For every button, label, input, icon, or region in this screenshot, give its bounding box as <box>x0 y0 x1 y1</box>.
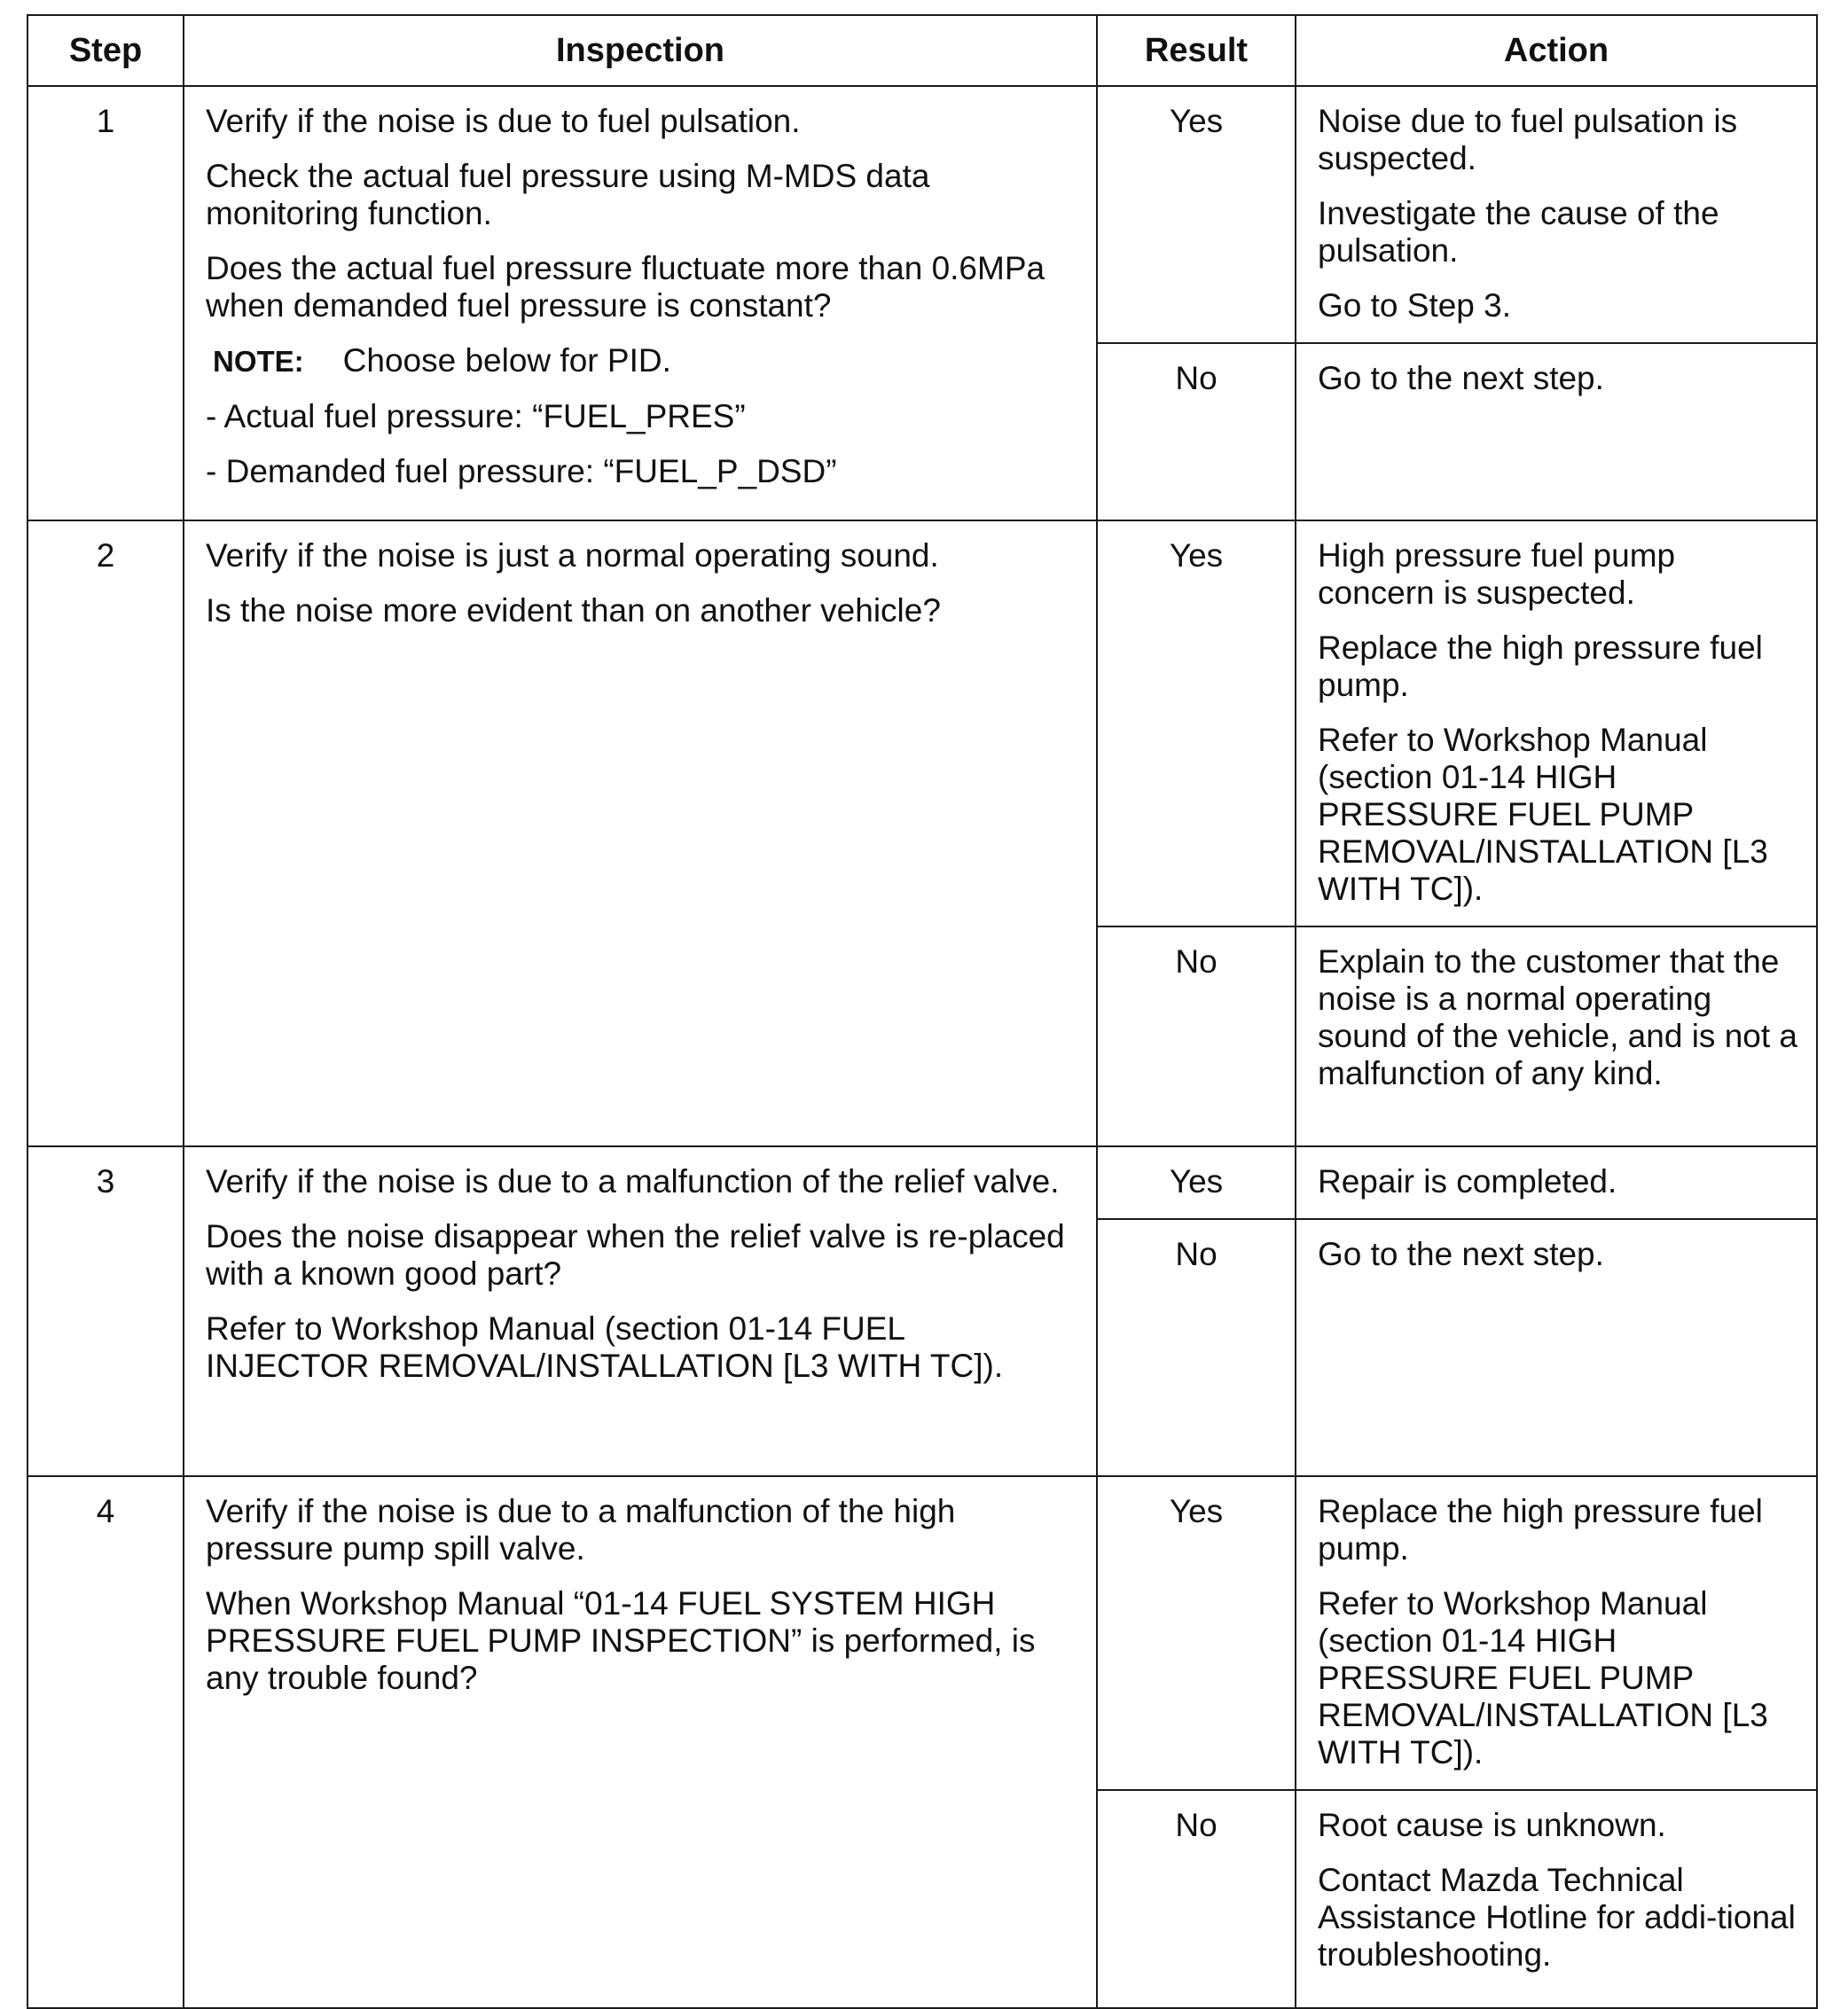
step-number: 3 <box>27 1146 184 1476</box>
inspection-text: When Workshop Manual “01-14 FUEL SYSTEM HIGH PRESSURE FUEL PUMP INSPECTION” is performed, is any trouble found? <box>206 1585 1036 1696</box>
action-cell <box>1296 86 1817 343</box>
result-no: No <box>1097 1790 1296 2008</box>
diagnostic-table <box>27 14 1818 2009</box>
note <box>206 342 1077 380</box>
action-text: Repair is completed. <box>1318 1163 1617 1200</box>
step-number: 1 <box>27 86 184 520</box>
note-item: - Demanded fuel pressure: “FUEL_P_DSD” <box>206 453 837 489</box>
header-inspection: Inspection <box>184 15 1097 86</box>
inspection-text: Verify if the noise is due to a malfunction of the high pressure pump spill valve. <box>206 1493 956 1567</box>
action-text: Contact Mazda Technical Assistance Hotline for addi-tional troubleshooting. <box>1318 1862 1796 1973</box>
note-label: NOTE: <box>213 345 304 378</box>
action-text: Investigate the cause of the pulsation. <box>1318 195 1719 269</box>
inspection-cell <box>184 520 1097 1146</box>
table-row <box>27 86 1817 343</box>
inspection-text: Verify if the noise is due to a malfunction of the relief valve. <box>206 1163 1060 1200</box>
inspection-cell <box>184 1476 1097 2008</box>
inspection-text: Is the noise more evident than on another vehicle? <box>206 592 941 629</box>
header-result: Result <box>1097 15 1296 86</box>
inspection-cell <box>184 86 1097 520</box>
action-text: Refer to Workshop Manual (section 01-14 HIGH PRESSURE FUEL PUMP REMOVAL/INSTALLATION [L3 WITH TC]). <box>1318 722 1768 907</box>
note-text: Choose below for PID. <box>342 342 671 379</box>
table-row <box>27 520 1817 926</box>
action-text: Go to the next step. <box>1318 360 1604 396</box>
result-yes: Yes <box>1097 1476 1296 1790</box>
step-number: 2 <box>27 520 184 1146</box>
inspection-text: Check the actual fuel pressure using M-MDS data monitoring function. <box>206 158 930 231</box>
result-yes: Yes <box>1097 1146 1296 1219</box>
note-item: - Actual fuel pressure: “FUEL_PRES” <box>206 398 746 434</box>
action-text: Go to Step 3. <box>1318 287 1512 324</box>
result-no: No <box>1097 926 1296 1146</box>
action-text: Explain to the customer that the noise is a normal operating sound of the vehicle, and is not a malfunction of any kind. <box>1318 943 1797 1091</box>
action-text: High pressure fuel pump concern is suspected. <box>1318 537 1676 611</box>
action-text: Noise due to fuel pulsation is suspected. <box>1318 103 1738 176</box>
result-yes: Yes <box>1097 86 1296 343</box>
table-row <box>27 1146 1817 1219</box>
table-row <box>27 1476 1817 1790</box>
action-cell <box>1296 1790 1817 2008</box>
action-cell <box>1296 926 1817 1146</box>
header-action: Action <box>1296 15 1817 86</box>
inspection-text: Does the actual fuel pressure fluctuate more than 0.6MPa when demanded fuel pressure is constant? <box>206 250 1045 324</box>
action-cell <box>1296 1146 1817 1219</box>
action-text: Replace the high pressure fuel pump. <box>1318 629 1763 703</box>
action-text: Go to the next step. <box>1318 1236 1604 1272</box>
header-row <box>27 15 1817 86</box>
result-yes: Yes <box>1097 520 1296 926</box>
action-text: Root cause is unknown. <box>1318 1807 1666 1843</box>
result-no: No <box>1097 1219 1296 1476</box>
step-number: 4 <box>27 1476 184 2008</box>
inspection-text: Does the noise disappear when the relief valve is re-placed with a known good part? <box>206 1218 1065 1292</box>
action-text: Replace the high pressure fuel pump. <box>1318 1493 1763 1567</box>
inspection-text: Verify if the noise is due to fuel pulsation. <box>206 103 801 139</box>
action-cell <box>1296 343 1817 520</box>
inspection-text: Verify if the noise is just a normal operating sound. <box>206 537 939 574</box>
header-step: Step <box>27 15 184 86</box>
action-text: Refer to Workshop Manual (section 01-14 HIGH PRESSURE FUEL PUMP REMOVAL/INSTALLATION [L3 WITH TC]). <box>1318 1585 1768 1771</box>
action-cell <box>1296 1476 1817 1790</box>
action-cell <box>1296 520 1817 926</box>
action-cell <box>1296 1219 1817 1476</box>
result-no: No <box>1097 343 1296 520</box>
inspection-text: Refer to Workshop Manual (section 01-14 FUEL INJECTOR REMOVAL/INSTALLATION [L3 WITH TC]). <box>206 1310 1004 1384</box>
inspection-cell <box>184 1146 1097 1476</box>
